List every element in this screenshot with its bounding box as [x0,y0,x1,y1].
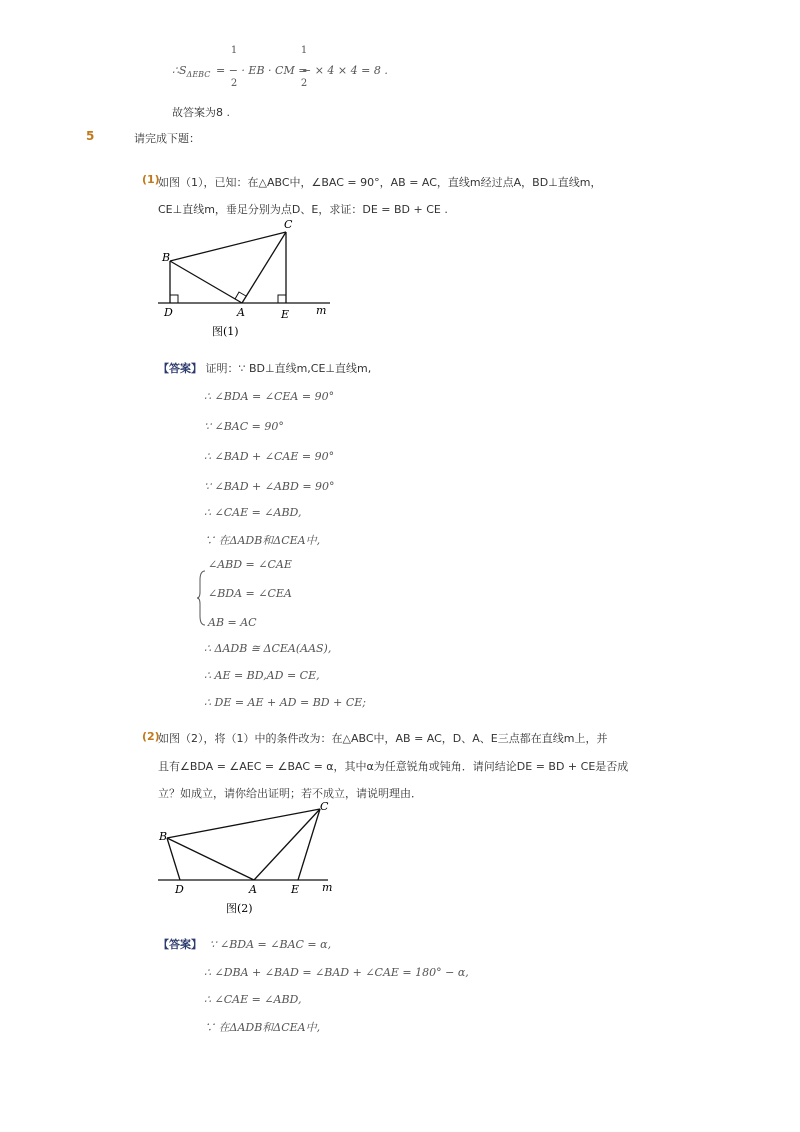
frac2-numerator: 1 [300,45,308,56]
part2-answer-lead: ∵ ∠BDA = ∠BAC = α, [209,938,332,951]
part2-step-1: ∴ ∠DBA + ∠BAD = ∠BAD + ∠CAE = 180° − α, [204,966,469,979]
brace-line-3: AB = AC [208,616,257,629]
part1-answer-lead: 证明：∵ BD⊥直线m,CE⊥直线m, [205,362,372,375]
fig1-label-b: B [162,251,171,264]
figure-1 [150,215,340,340]
part2-answer-row [158,936,331,952]
fig2-label-b: B [159,830,168,843]
part1-question-line2: CE⊥直线m，垂足分别为点D、E，求证：DE = BD + CE . [158,203,448,216]
prev-formula-end: − × 4 × 4 = 8 . [302,64,388,77]
fig2-label-m: m [322,881,333,894]
fig1-label-c: C [284,218,293,231]
frac2-denominator: 2 [300,78,308,89]
part1-question-line1: 如图（1），已知：在△ABC中，∠BAC = 90°，AB = AC，直线m经过点A，BD⊥直线m， [158,176,602,189]
prev-formula-sub: ΔEBC [186,70,211,80]
fig1-label-m: m [316,304,327,317]
fig2-label-a: A [249,883,257,896]
part2-question-line1: 如图（2），将（1）中的条件改为：在△ABC中，AB = AC，D、A、E三点都在直线m上，并 [158,732,608,745]
fig1-label-e: E [281,308,290,321]
problem-number: 5 [86,129,95,143]
prev-formula-mid: = − · EB · CM = [216,64,308,77]
part1-answer-tag: 【答案】 [158,362,202,375]
frac1-numerator: 1 [230,45,238,56]
prev-formula-lhs: $\therefore S_{\Delta EBC}$ [172,64,211,80]
part2-step-2: ∴ ∠CAE = ∠ABD, [204,993,302,1006]
part1-step-9: ∴ DE = AE + AD = BD + CE; [204,696,366,709]
part1-step-2: ∵ ∠BAC = 90° [204,420,284,433]
part1-step-6: ∵ 在ΔADB和ΔCEA中, [204,534,321,547]
part1-step-5: ∴ ∠CAE = ∠ABD, [204,506,302,519]
fig2-label-c: C [320,800,329,813]
problem-prompt: 请完成下题： [134,132,200,145]
figure-2-caption: 图(2) [226,902,253,915]
part1-label: (1) [142,173,160,186]
part1-answer-row [158,360,371,376]
fig2-label-d: D [175,883,184,896]
frac1-denominator: 2 [230,78,238,89]
part1-step-8: ∴ AE = BD,AD = CE, [204,669,320,682]
fig2-label-e: E [291,883,300,896]
part2-step-3: ∵ 在ΔADB和ΔCEA中, [204,1021,321,1034]
brace-line-1: ∠ABD = ∠CAE [208,558,292,571]
brace-line-2: ∠BDA = ∠CEA [208,587,292,600]
part2-question-line2: 且有∠BDA = ∠AEC = ∠BAC = α，其中α为任意锐角或钝角．请问结论DE = BD + CE是否成 [158,760,629,773]
figure-1-caption: 图(1) [212,325,239,338]
fig1-label-a: A [237,306,245,319]
part1-step-7: ∴ ΔADB ≅ ΔCEA(AAS), [204,642,332,655]
part1-step-4: ∵ ∠BAD + ∠ABD = 90° [204,480,335,493]
fig1-label-d: D [164,306,173,319]
brace [197,570,207,626]
part1-step-1: ∴ ∠BDA = ∠CEA = 90° [204,390,335,403]
part1-step-3: ∴ ∠BAD + ∠CAE = 90° [204,450,335,463]
part2-answer-tag: 【答案】 [158,938,202,951]
part2-label: (2) [142,730,160,743]
prev-answer-line: 故答案为8 . [172,106,230,119]
part2-question-line3: 立？如成立，请你给出证明；若不成立，请说明理由． [158,787,422,800]
figure-2 [150,798,340,918]
